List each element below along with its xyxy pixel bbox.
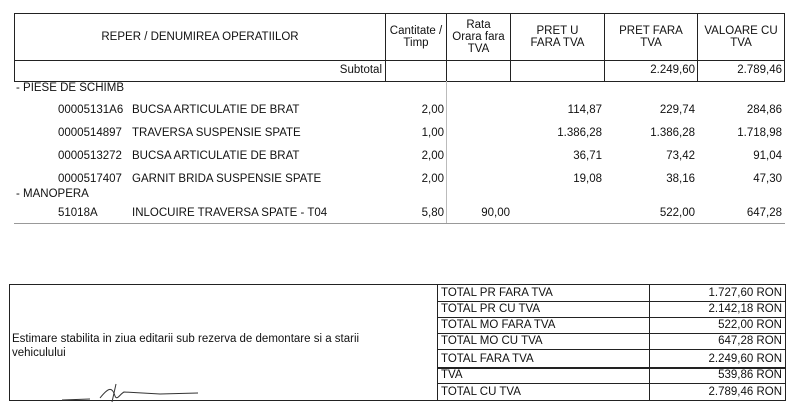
row-qty: 2,00 [421, 173, 444, 185]
estimate-note: Estimare stabilita in ziua editarii sub rezerva de demontare si a starii vehiculului [12, 333, 360, 359]
section-title-parts: - PIESE DE SCHIMB [16, 82, 124, 94]
total-label: TOTAL CU TVA [441, 386, 521, 398]
total-value: 2.142,18 RON [708, 303, 782, 315]
row-qty: 5,80 [421, 207, 444, 219]
row-name: BUCSA ARTICULATIE DE BRAT [132, 150, 300, 162]
row-price: 522,00 [659, 207, 695, 219]
row-price: 1.386,28 [650, 127, 695, 139]
total-value: 2.249,60 RON [708, 353, 782, 365]
row-code: 51018A [58, 207, 98, 219]
signature-scribble [60, 382, 200, 404]
section-title-labor: - MANOPERA [16, 188, 89, 200]
subtotal-label: Subtotal [339, 64, 382, 76]
total-value: 522,00 RON [718, 319, 782, 331]
total-value: 539,86 RON [718, 369, 782, 381]
total-value: 647,28 RON [718, 335, 782, 347]
row-value: 47,30 [753, 173, 782, 185]
row-value: 647,28 [746, 207, 782, 219]
col-header-value: VALOARE CU TVA [704, 25, 778, 49]
total-value: 1.727,60 RON [708, 287, 782, 299]
row-value: 91,04 [753, 150, 782, 162]
row-qty: 2,00 [421, 104, 444, 116]
row-price: 73,42 [666, 150, 695, 162]
row-unit-price: 36,71 [573, 150, 602, 162]
row-code: 0000513272 [58, 150, 122, 162]
row-price: 229,74 [659, 104, 695, 116]
row-code: 0000517407 [58, 173, 122, 185]
row-value: 1.718,98 [737, 127, 782, 139]
total-label: TOTAL PR FARA TVA [441, 287, 553, 299]
row-qty: 1,00 [421, 127, 444, 139]
row-unit-price: 19,08 [573, 173, 602, 185]
subtotal-price: 2.249,60 [650, 64, 695, 76]
subtotal-value: 2.789,46 [737, 64, 782, 76]
col-header-qty: Cantitate / Timp [389, 25, 443, 49]
total-label: TOTAL MO FARA TVA [441, 319, 556, 331]
row-name: BUCSA ARTICULATIE DE BRAT [132, 104, 300, 116]
row-code: 00005131A6 [58, 104, 124, 116]
row-name: GARNIT BRIDA SUSPENSIE SPATE [132, 173, 322, 185]
col-header-price: PRET FARA TVA [619, 25, 683, 49]
row-unit-price: 1.386,28 [557, 127, 602, 139]
total-value: 2.789,46 RON [708, 386, 782, 398]
total-label: TVA [441, 369, 463, 381]
row-name: TRAVERSA SUSPENSIE SPATE [132, 127, 301, 139]
col-header-unit-price: PRET U FARA TVA [530, 25, 585, 49]
row-value: 284,86 [746, 104, 782, 116]
col-header-operation: REPER / DENUMIREA OPERATIILOR [101, 31, 299, 43]
row-code: 0000514897 [58, 127, 122, 139]
col-header-rate: Rata Orara fara TVA [452, 19, 505, 55]
row-rate: 90,00 [481, 207, 510, 219]
total-label: TOTAL FARA TVA [441, 353, 534, 365]
row-name: INLOCUIRE TRAVERSA SPATE - T04 [132, 207, 328, 219]
total-label: TOTAL MO CU TVA [441, 335, 543, 347]
total-label: TOTAL PR CU TVA [441, 303, 541, 315]
row-qty: 2,00 [421, 150, 444, 162]
row-price: 38,16 [666, 173, 695, 185]
row-unit-price: 114,87 [567, 104, 602, 116]
